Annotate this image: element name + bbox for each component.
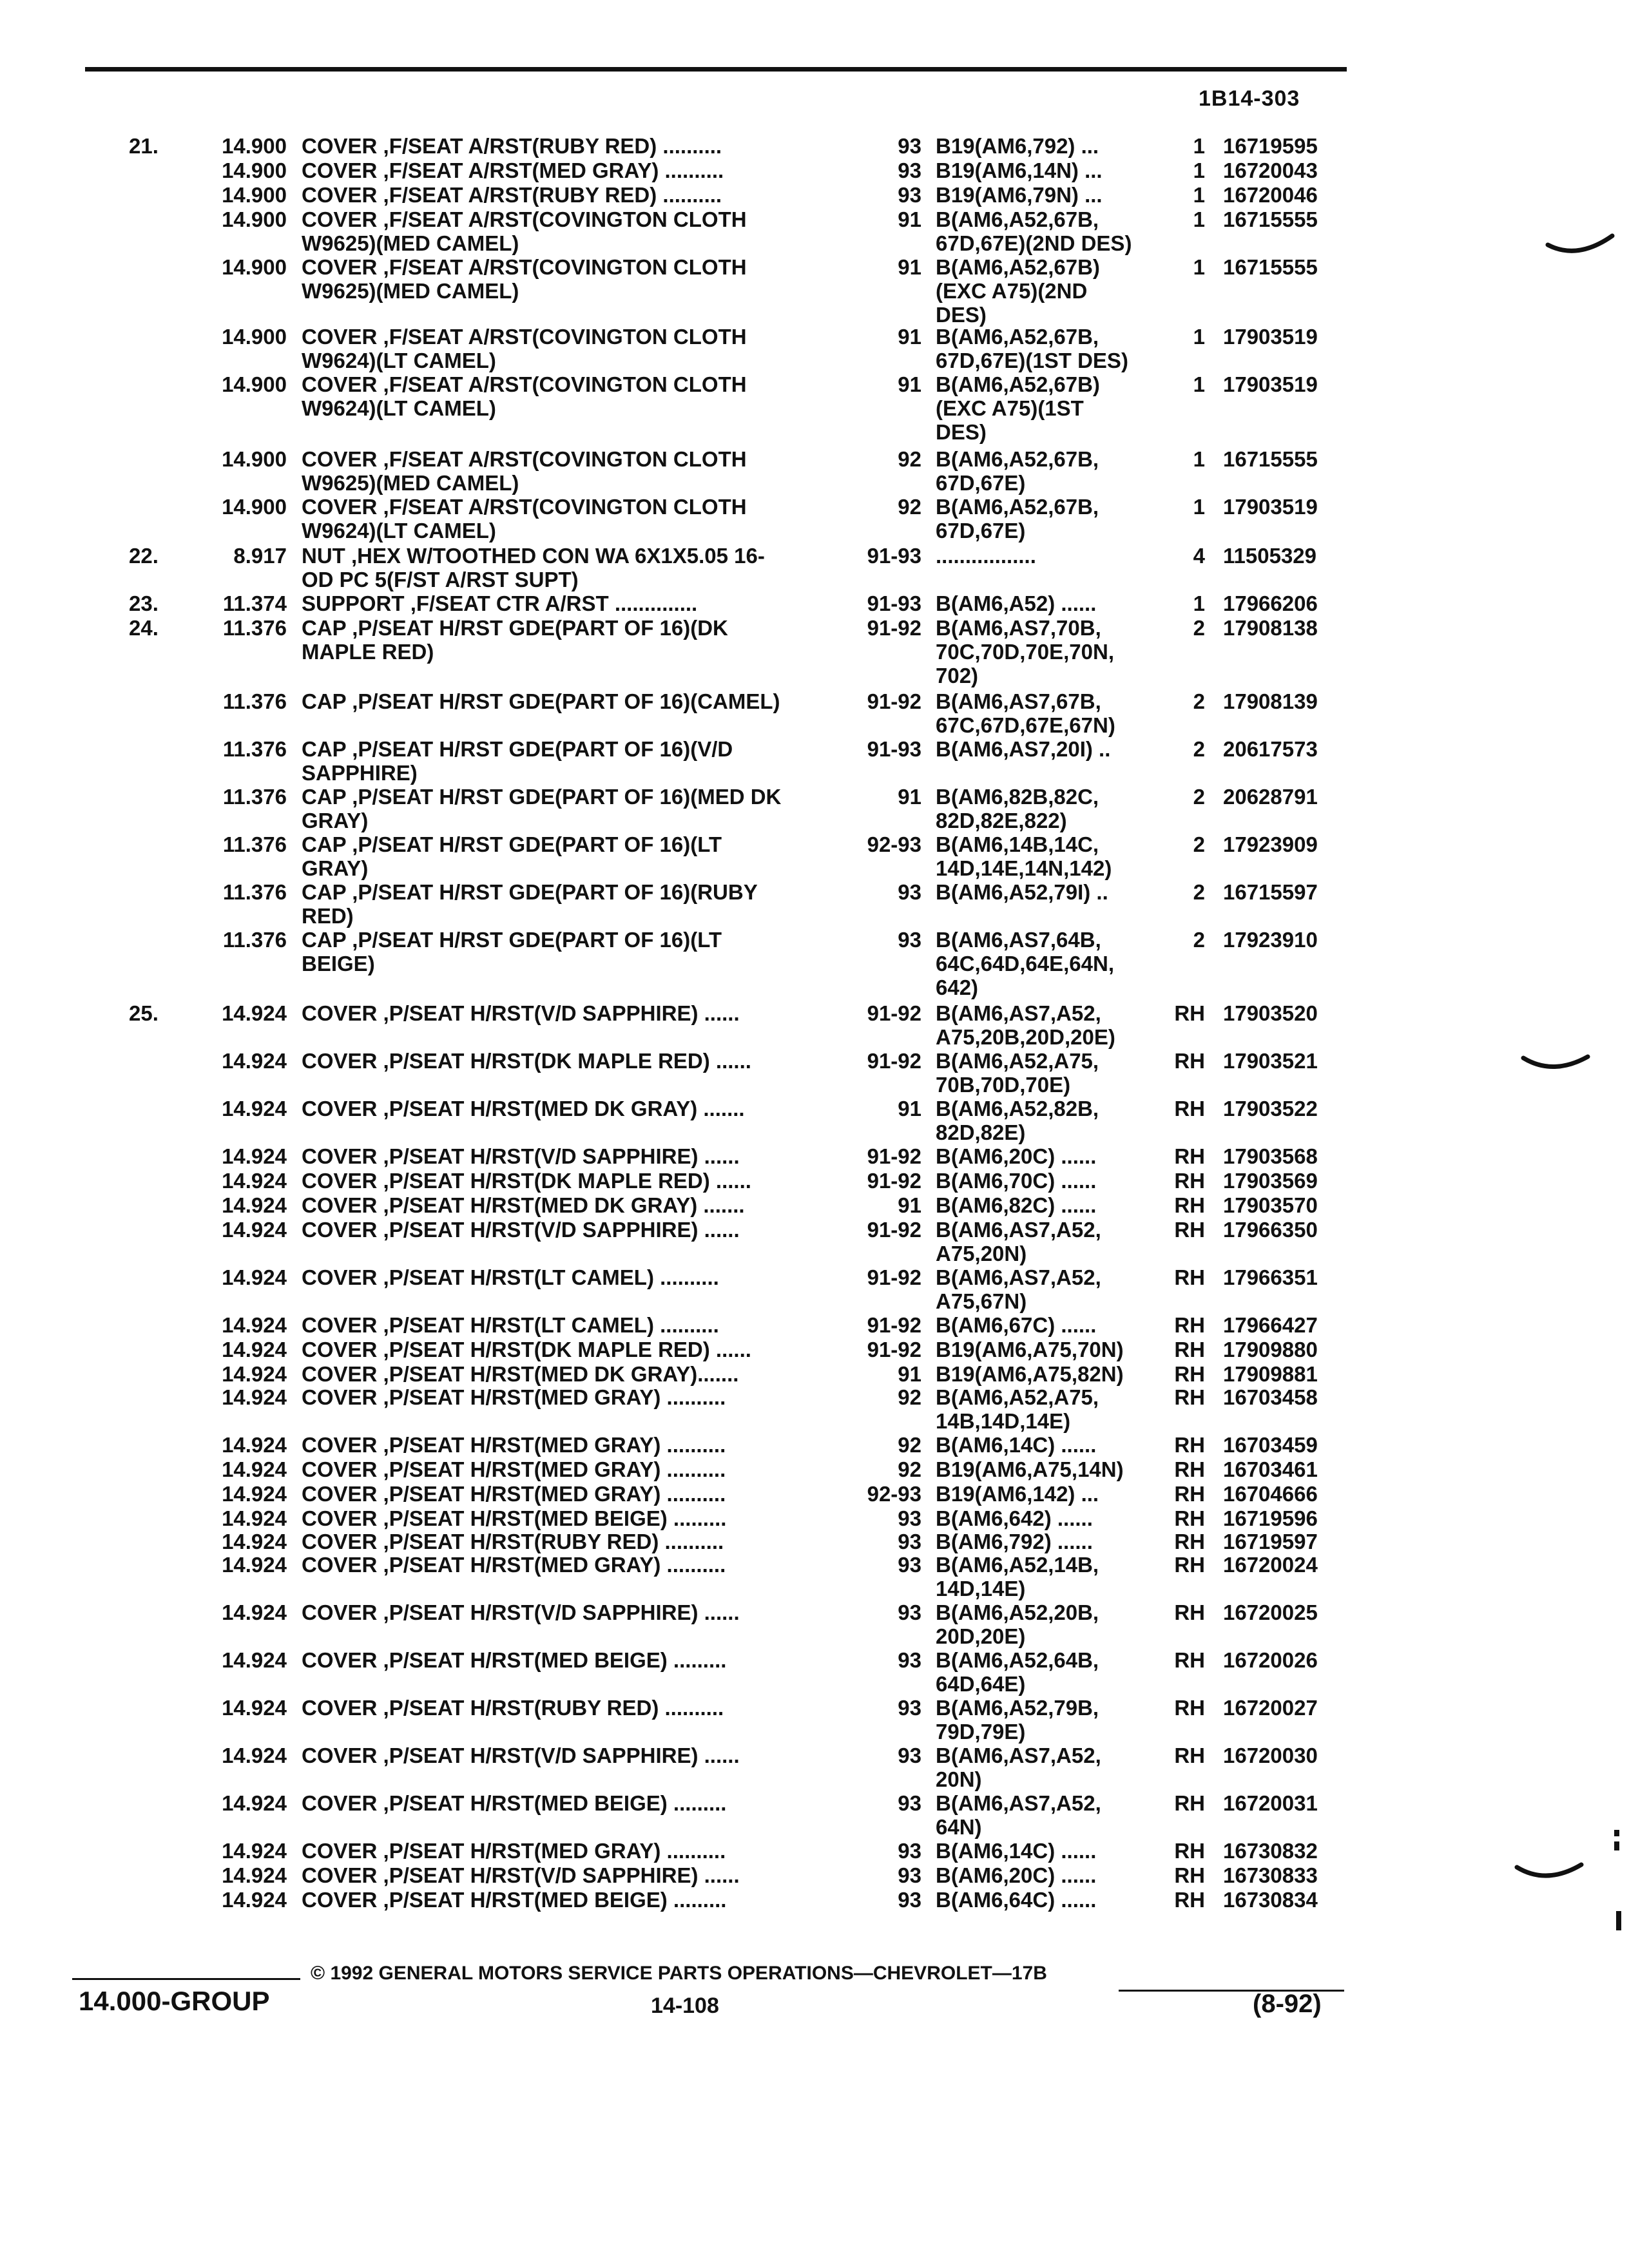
group-cell: 14.924	[222, 1530, 287, 1553]
quantity-cell: 1	[1193, 255, 1205, 279]
top-rule	[85, 67, 1347, 72]
years-cell: 93	[898, 159, 921, 182]
binding-mark	[1514, 1860, 1585, 1892]
quantity-cell: RH	[1174, 1600, 1205, 1624]
model-cell: B19(AM6,79N) ...	[936, 183, 1103, 207]
years-cell: 93	[898, 1888, 921, 1912]
quantity-cell: 2	[1193, 832, 1205, 856]
quantity-cell: RH	[1174, 1506, 1205, 1530]
years-cell: 91	[898, 325, 921, 349]
group-cell: 14.900	[222, 183, 287, 207]
quantity-cell: 1	[1193, 159, 1205, 182]
quantity-cell: RH	[1174, 1001, 1205, 1025]
group-cell: 14.924	[222, 1049, 287, 1073]
part-number-cell: 17903522	[1223, 1097, 1318, 1120]
model-cell: B(AM6,A52,64B, 64D,64E)	[936, 1648, 1099, 1696]
description-cell: CAP ,P/SEAT H/RST GDE(PART OF 16)(MED DK GRAY)	[302, 785, 782, 832]
page-number: 14-108	[651, 1994, 719, 2018]
part-number-cell: 16703461	[1223, 1457, 1318, 1481]
group-cell: 14.924	[222, 1169, 287, 1193]
part-number-cell: 16720043	[1223, 159, 1318, 182]
years-cell: 93	[898, 134, 921, 158]
quantity-cell: RH	[1174, 1839, 1205, 1863]
years-cell: 91	[898, 785, 921, 809]
model-cell: B(AM6,70C) ......	[936, 1169, 1097, 1193]
years-cell: 91	[898, 1362, 921, 1386]
group-cell: 14.924	[222, 1696, 287, 1720]
years-cell: 91-92	[867, 1313, 921, 1337]
years-cell: 91	[898, 372, 921, 396]
quantity-cell: RH	[1174, 1648, 1205, 1672]
part-number-cell: 17966206	[1223, 591, 1318, 615]
years-cell: 92	[898, 1433, 921, 1457]
description-cell: COVER ,F/SEAT A/RST(COVINGTON CLOTH W9624)(LT CAMEL)	[302, 325, 747, 372]
part-number-cell: 20617573	[1223, 737, 1318, 761]
quantity-cell: RH	[1174, 1385, 1205, 1409]
quantity-cell: RH	[1174, 1482, 1205, 1506]
part-number-cell: 17903568	[1223, 1144, 1318, 1168]
years-cell: 91-93	[867, 591, 921, 615]
quantity-cell: RH	[1174, 1888, 1205, 1912]
model-cell: B(AM6,A52,67B) (EXC A75)(2ND DES)	[936, 255, 1100, 327]
group-cell: 11.376	[222, 616, 287, 640]
model-cell: B(AM6,A52,79B, 79D,79E)	[936, 1696, 1099, 1744]
group-cell: 14.924	[222, 1313, 287, 1337]
group-cell: 14.924	[222, 1888, 287, 1912]
group-cell: 14.924	[222, 1744, 287, 1767]
model-cell: B(AM6,792) ......	[936, 1530, 1093, 1553]
model-cell: B(AM6,20C) ......	[936, 1863, 1097, 1887]
description-cell: COVER ,P/SEAT H/RST(DK MAPLE RED) ......	[302, 1169, 751, 1193]
part-number-cell: 17903519	[1223, 495, 1318, 519]
model-cell: B(AM6,A52,67B, 67D,67E)(1ST DES)	[936, 325, 1128, 372]
model-cell: B(AM6,14B,14C, 14D,14E,14N,142)	[936, 832, 1112, 880]
description-cell: COVER ,P/SEAT H/RST(V/D SAPPHIRE) ......	[302, 1600, 740, 1624]
group-cell: 14.924	[222, 1791, 287, 1815]
model-cell: B(AM6,A52,79I) ..	[936, 880, 1108, 904]
group-cell: 14.900	[222, 134, 287, 158]
description-cell: CAP ,P/SEAT H/RST GDE(PART OF 16)(RUBY RED)	[302, 880, 758, 928]
quantity-cell: 1	[1193, 134, 1205, 158]
description-cell: COVER ,P/SEAT H/RST(LT CAMEL) ..........	[302, 1265, 719, 1289]
group-label: 14.000-GROUP	[79, 1986, 270, 2016]
description-cell: COVER ,F/SEAT A/RST(COVINGTON CLOTH W9625)(MED CAMEL)	[302, 207, 747, 255]
model-cell: B(AM6,AS7,A52, A75,67N)	[936, 1265, 1101, 1313]
years-cell: 91	[898, 207, 921, 231]
model-cell: B(AM6,642) ......	[936, 1506, 1093, 1530]
years-cell: 93	[898, 183, 921, 207]
model-cell: B19(AM6,14N) ...	[936, 159, 1103, 182]
part-number-cell: 16715555	[1223, 447, 1318, 471]
group-cell: 8.917	[233, 544, 287, 568]
part-number-cell: 17966350	[1223, 1218, 1318, 1242]
model-cell: B(AM6,67C) ......	[936, 1313, 1097, 1337]
model-cell: B19(AM6,A75,82N)	[936, 1362, 1124, 1386]
group-cell: 14.900	[222, 255, 287, 279]
years-cell: 93	[898, 1506, 921, 1530]
part-number-cell: 16704666	[1223, 1482, 1318, 1506]
description-cell: COVER ,F/SEAT A/RST(COVINGTON CLOTH W9624)(LT CAMEL)	[302, 372, 747, 420]
part-number-cell: 16730833	[1223, 1863, 1318, 1887]
quantity-cell: RH	[1174, 1744, 1205, 1767]
binding-mark	[1521, 1050, 1592, 1082]
description-cell: CAP ,P/SEAT H/RST GDE(PART OF 16)(V/D SAPPHIRE)	[302, 737, 733, 785]
quantity-cell: 2	[1193, 616, 1205, 640]
part-number-cell: 16719597	[1223, 1530, 1318, 1553]
description-cell: COVER ,P/SEAT H/RST(MED DK GRAY).......	[302, 1362, 739, 1386]
years-cell: 93	[898, 1744, 921, 1767]
ref-cell: 22.	[129, 544, 159, 568]
ref-cell: 24.	[129, 616, 159, 640]
years-cell: 93	[898, 1863, 921, 1887]
model-cell: B(AM6,AS7,A52, 20N)	[936, 1744, 1101, 1791]
group-cell: 14.900	[222, 447, 287, 471]
group-cell: 14.924	[222, 1506, 287, 1530]
description-cell: COVER ,P/SEAT H/RST(RUBY RED) ..........	[302, 1696, 724, 1720]
years-cell: 91-92	[867, 1265, 921, 1289]
part-number-cell: 16730834	[1223, 1888, 1318, 1912]
ref-cell: 21.	[129, 134, 159, 158]
description-cell: COVER ,P/SEAT H/RST(MED BEIGE) .........	[302, 1506, 727, 1530]
part-number-cell: 17966351	[1223, 1265, 1318, 1289]
group-cell: 14.924	[222, 1001, 287, 1025]
description-cell: COVER ,F/SEAT A/RST(MED GRAY) ..........	[302, 159, 724, 182]
model-cell: B(AM6,A52,82B, 82D,82E)	[936, 1097, 1099, 1144]
model-cell: B(AM6,A52,A75, 14B,14D,14E)	[936, 1385, 1099, 1433]
part-number-cell: 17908139	[1223, 689, 1318, 713]
model-cell: B(AM6,A52,A75, 70B,70D,70E)	[936, 1049, 1099, 1097]
years-cell: 91	[898, 1097, 921, 1120]
copyright-line: © 1992 GENERAL MOTORS SERVICE PARTS OPERATIONS—CHEVROLET—17B	[311, 1963, 1047, 1984]
part-number-cell: 16703458	[1223, 1385, 1318, 1409]
issue-date: (8-92)	[1253, 1990, 1322, 2018]
years-cell: 91	[898, 1193, 921, 1217]
group-cell: 14.900	[222, 159, 287, 182]
part-number-cell: 17903521	[1223, 1049, 1318, 1073]
model-cell: B(AM6,A52,67B, 67D,67E)	[936, 495, 1099, 543]
part-number-cell: 16703459	[1223, 1433, 1318, 1457]
part-number-cell: 16719596	[1223, 1506, 1318, 1530]
edge-mark	[1614, 1830, 1619, 1836]
part-number-cell: 16720027	[1223, 1696, 1318, 1720]
model-cell: B(AM6,AS7,A52, 64N)	[936, 1791, 1101, 1839]
quantity-cell: 2	[1193, 928, 1205, 952]
group-cell: 14.924	[222, 1385, 287, 1409]
part-number-cell: 17903520	[1223, 1001, 1318, 1025]
part-number-cell: 16715597	[1223, 880, 1318, 904]
description-cell: COVER ,P/SEAT H/RST(MED GRAY) ..........	[302, 1553, 726, 1577]
description-cell: COVER ,F/SEAT A/RST(COVINGTON CLOTH W9624)(LT CAMEL)	[302, 495, 747, 543]
quantity-cell: 1	[1193, 183, 1205, 207]
group-cell: 14.924	[222, 1839, 287, 1863]
group-cell: 11.376	[222, 832, 287, 856]
description-cell: CAP ,P/SEAT H/RST GDE(PART OF 16)(LT GRAY)	[302, 832, 722, 880]
description-cell: CAP ,P/SEAT H/RST GDE(PART OF 16)(DK MAPLE RED)	[302, 616, 728, 664]
group-cell: 14.924	[222, 1097, 287, 1120]
model-cell: B(AM6,A52,20B, 20D,20E)	[936, 1600, 1099, 1648]
group-cell: 14.924	[222, 1433, 287, 1457]
years-cell: 91-92	[867, 616, 921, 640]
years-cell: 93	[898, 1791, 921, 1815]
years-cell: 93	[898, 1648, 921, 1672]
years-cell: 91-92	[867, 1169, 921, 1193]
description-cell: COVER ,P/SEAT H/RST(MED GRAY) ..........	[302, 1482, 726, 1506]
quantity-cell: 2	[1193, 689, 1205, 713]
ref-cell: 23.	[129, 591, 159, 615]
years-cell: 91-93	[867, 737, 921, 761]
group-cell: 11.376	[222, 928, 287, 952]
description-cell: COVER ,P/SEAT H/RST(DK MAPLE RED) ......	[302, 1049, 751, 1073]
part-number-cell: 16730832	[1223, 1839, 1318, 1863]
model-cell: B19(AM6,A75,14N)	[936, 1457, 1124, 1481]
model-cell: B(AM6,A52) ......	[936, 591, 1097, 615]
description-cell: COVER ,P/SEAT H/RST(V/D SAPPHIRE) ......	[302, 1001, 740, 1025]
model-cell: B(AM6,14C) ......	[936, 1433, 1097, 1457]
edge-mark	[1616, 1911, 1621, 1930]
group-cell: 14.924	[222, 1600, 287, 1624]
ref-cell: 25.	[129, 1001, 159, 1025]
quantity-cell: 1	[1193, 591, 1205, 615]
quantity-cell: 2	[1193, 737, 1205, 761]
group-cell: 11.376	[222, 880, 287, 904]
years-cell: 93	[898, 1600, 921, 1624]
quantity-cell: RH	[1174, 1049, 1205, 1073]
description-cell: SUPPORT ,F/SEAT CTR A/RST ..............	[302, 591, 698, 615]
description-cell: COVER ,P/SEAT H/RST(LT CAMEL) ..........	[302, 1313, 719, 1337]
years-cell: 93	[898, 880, 921, 904]
part-number-cell: 17909881	[1223, 1362, 1318, 1386]
model-cell: B(AM6,A52,67B) (EXC A75)(1ST DES)	[936, 372, 1100, 444]
model-cell: B(AM6,14C) ......	[936, 1839, 1097, 1863]
description-cell: COVER ,P/SEAT H/RST(MED BEIGE) .........	[302, 1888, 727, 1912]
group-cell: 14.900	[222, 495, 287, 519]
part-number-cell: 17903569	[1223, 1169, 1318, 1193]
quantity-cell: RH	[1174, 1530, 1205, 1553]
binding-mark	[1545, 232, 1616, 264]
description-cell: COVER ,F/SEAT A/RST(RUBY RED) ..........	[302, 134, 722, 158]
group-cell: 14.924	[222, 1457, 287, 1481]
group-cell: 14.924	[222, 1553, 287, 1577]
model-cell: B(AM6,AS7,20I) ..	[936, 737, 1111, 761]
quantity-cell: RH	[1174, 1696, 1205, 1720]
quantity-cell: RH	[1174, 1193, 1205, 1217]
years-cell: 92-93	[867, 832, 921, 856]
footer-rule-left	[72, 1978, 300, 1980]
group-cell: 14.924	[222, 1193, 287, 1217]
model-cell: B(AM6,A52,67B, 67D,67E)	[936, 447, 1099, 495]
quantity-cell: RH	[1174, 1433, 1205, 1457]
description-cell: COVER ,P/SEAT H/RST(MED BEIGE) .........	[302, 1791, 727, 1815]
years-cell: 93	[898, 1553, 921, 1577]
group-cell: 11.376	[222, 689, 287, 713]
years-cell: 91	[898, 255, 921, 279]
years-cell: 93	[898, 1839, 921, 1863]
description-cell: CAP ,P/SEAT H/RST GDE(PART OF 16)(CAMEL)	[302, 689, 780, 713]
group-cell: 14.924	[222, 1144, 287, 1168]
description-cell: COVER ,F/SEAT A/RST(RUBY RED) ..........	[302, 183, 722, 207]
model-cell: B19(AM6,A75,70N)	[936, 1338, 1124, 1361]
group-cell: 11.376	[222, 737, 287, 761]
quantity-cell: 4	[1193, 544, 1205, 568]
description-cell: COVER ,F/SEAT A/RST(COVINGTON CLOTH W9625)(MED CAMEL)	[302, 255, 747, 303]
group-cell: 11.374	[222, 591, 287, 615]
description-cell: COVER ,F/SEAT A/RST(COVINGTON CLOTH W9625)(MED CAMEL)	[302, 447, 747, 495]
group-cell: 14.924	[222, 1482, 287, 1506]
description-cell: COVER ,P/SEAT H/RST(RUBY RED) ..........	[302, 1530, 724, 1553]
years-cell: 91-92	[867, 689, 921, 713]
description-cell: COVER ,P/SEAT H/RST(MED DK GRAY) .......	[302, 1193, 745, 1217]
part-number-cell: 11505329	[1223, 544, 1317, 568]
group-cell: 14.924	[222, 1648, 287, 1672]
part-number-cell: 17903519	[1223, 372, 1318, 396]
group-cell: 14.900	[222, 325, 287, 349]
part-number-cell: 17908138	[1223, 616, 1318, 640]
quantity-cell: RH	[1174, 1863, 1205, 1887]
quantity-cell: RH	[1174, 1169, 1205, 1193]
model-cell: B19(AM6,792) ...	[936, 134, 1099, 158]
quantity-cell: 1	[1193, 372, 1205, 396]
description-cell: COVER ,P/SEAT H/RST(MED GRAY) ..........	[302, 1839, 726, 1863]
description-cell: COVER ,P/SEAT H/RST(MED GRAY) ..........	[302, 1385, 726, 1409]
years-cell: 92-93	[867, 1482, 921, 1506]
description-cell: COVER ,P/SEAT H/RST(V/D SAPPHIRE) ......	[302, 1218, 740, 1242]
quantity-cell: RH	[1174, 1338, 1205, 1361]
part-number-cell: 17923910	[1223, 928, 1318, 952]
part-number-cell: 16719595	[1223, 134, 1318, 158]
model-cell: B(AM6,20C) ......	[936, 1144, 1097, 1168]
part-number-cell: 16720026	[1223, 1648, 1318, 1672]
years-cell: 92	[898, 1385, 921, 1409]
model-cell: .................	[936, 544, 1036, 568]
years-cell: 91-92	[867, 1338, 921, 1361]
group-cell: 14.924	[222, 1863, 287, 1887]
description-cell: COVER ,P/SEAT H/RST(DK MAPLE RED) ......	[302, 1338, 751, 1361]
model-cell: B(AM6,82B,82C, 82D,82E,822)	[936, 785, 1099, 832]
quantity-cell: 1	[1193, 325, 1205, 349]
model-cell: B(AM6,AS7,70B, 70C,70D,70E,70N, 702)	[936, 616, 1115, 687]
part-number-cell: 16720031	[1223, 1791, 1318, 1815]
quantity-cell: 2	[1193, 785, 1205, 809]
group-cell: 14.924	[222, 1362, 287, 1386]
quantity-cell: 2	[1193, 880, 1205, 904]
years-cell: 92	[898, 1457, 921, 1481]
part-number-cell: 20628791	[1223, 785, 1318, 809]
model-cell: B(AM6,AS7,A52, A75,20B,20D,20E)	[936, 1001, 1115, 1049]
model-cell: B(AM6,A52,67B, 67D,67E)(2ND DES)	[936, 207, 1132, 255]
part-number-cell: 16715555	[1223, 207, 1318, 231]
quantity-cell: RH	[1174, 1362, 1205, 1386]
part-number-cell: 16720046	[1223, 183, 1318, 207]
model-cell: B19(AM6,142) ...	[936, 1482, 1099, 1506]
description-cell: COVER ,P/SEAT H/RST(V/D SAPPHIRE) ......	[302, 1744, 740, 1767]
years-cell: 92	[898, 495, 921, 519]
quantity-cell: RH	[1174, 1457, 1205, 1481]
quantity-cell: RH	[1174, 1144, 1205, 1168]
quantity-cell: RH	[1174, 1791, 1205, 1815]
quantity-cell: RH	[1174, 1218, 1205, 1242]
years-cell: 91-92	[867, 1218, 921, 1242]
quantity-cell: 1	[1193, 495, 1205, 519]
description-cell: COVER ,P/SEAT H/RST(MED DK GRAY) .......	[302, 1097, 745, 1120]
quantity-cell: RH	[1174, 1265, 1205, 1289]
model-cell: B(AM6,A52,14B, 14D,14E)	[936, 1553, 1099, 1600]
years-cell: 91-93	[867, 544, 921, 568]
part-number-cell: 16720025	[1223, 1600, 1318, 1624]
group-cell: 14.924	[222, 1218, 287, 1242]
model-cell: B(AM6,AS7,64B, 64C,64D,64E,64N, 642)	[936, 928, 1115, 999]
model-cell: B(AM6,82C) ......	[936, 1193, 1097, 1217]
description-cell: COVER ,P/SEAT H/RST(MED GRAY) ..........	[302, 1457, 726, 1481]
part-number-cell: 16720024	[1223, 1553, 1318, 1577]
quantity-cell: RH	[1174, 1097, 1205, 1120]
part-number-cell: 17909880	[1223, 1338, 1318, 1361]
description-cell: COVER ,P/SEAT H/RST(V/D SAPPHIRE) ......	[302, 1144, 740, 1168]
description-cell: CAP ,P/SEAT H/RST GDE(PART OF 16)(LT BEIGE)	[302, 928, 722, 975]
description-cell: COVER ,P/SEAT H/RST(MED GRAY) ..........	[302, 1433, 726, 1457]
quantity-cell: 1	[1193, 447, 1205, 471]
description-cell: NUT ,HEX W/TOOTHED CON WA 6X1X5.05 16- OD PC 5(F/ST A/RST SUPT)	[302, 544, 765, 591]
quantity-cell: RH	[1174, 1313, 1205, 1337]
description-cell: COVER ,P/SEAT H/RST(MED BEIGE) .........	[302, 1648, 727, 1672]
model-cell: B(AM6,AS7,A52, A75,20N)	[936, 1218, 1101, 1265]
part-number-cell: 17923909	[1223, 832, 1318, 856]
part-number-cell: 16720030	[1223, 1744, 1318, 1767]
group-cell: 14.900	[222, 372, 287, 396]
part-number-cell: 17966427	[1223, 1313, 1318, 1337]
group-cell: 14.900	[222, 207, 287, 231]
model-cell: B(AM6,64C) ......	[936, 1888, 1097, 1912]
quantity-cell: RH	[1174, 1553, 1205, 1577]
description-cell: COVER ,P/SEAT H/RST(V/D SAPPHIRE) ......	[302, 1863, 740, 1887]
part-number-cell: 16715555	[1223, 255, 1318, 279]
model-cell: B(AM6,AS7,67B, 67C,67D,67E,67N)	[936, 689, 1115, 737]
years-cell: 93	[898, 928, 921, 952]
group-cell: 11.376	[222, 785, 287, 809]
page-code: 1B14-303	[1199, 86, 1300, 111]
group-cell: 14.924	[222, 1338, 287, 1361]
years-cell: 93	[898, 1530, 921, 1553]
edge-mark	[1614, 1841, 1619, 1850]
years-cell: 91-92	[867, 1144, 921, 1168]
group-cell: 14.924	[222, 1265, 287, 1289]
years-cell: 91-92	[867, 1001, 921, 1025]
quantity-cell: 1	[1193, 207, 1205, 231]
part-number-cell: 17903519	[1223, 325, 1318, 349]
years-cell: 93	[898, 1696, 921, 1720]
part-number-cell: 17903570	[1223, 1193, 1318, 1217]
years-cell: 92	[898, 447, 921, 471]
years-cell: 91-92	[867, 1049, 921, 1073]
